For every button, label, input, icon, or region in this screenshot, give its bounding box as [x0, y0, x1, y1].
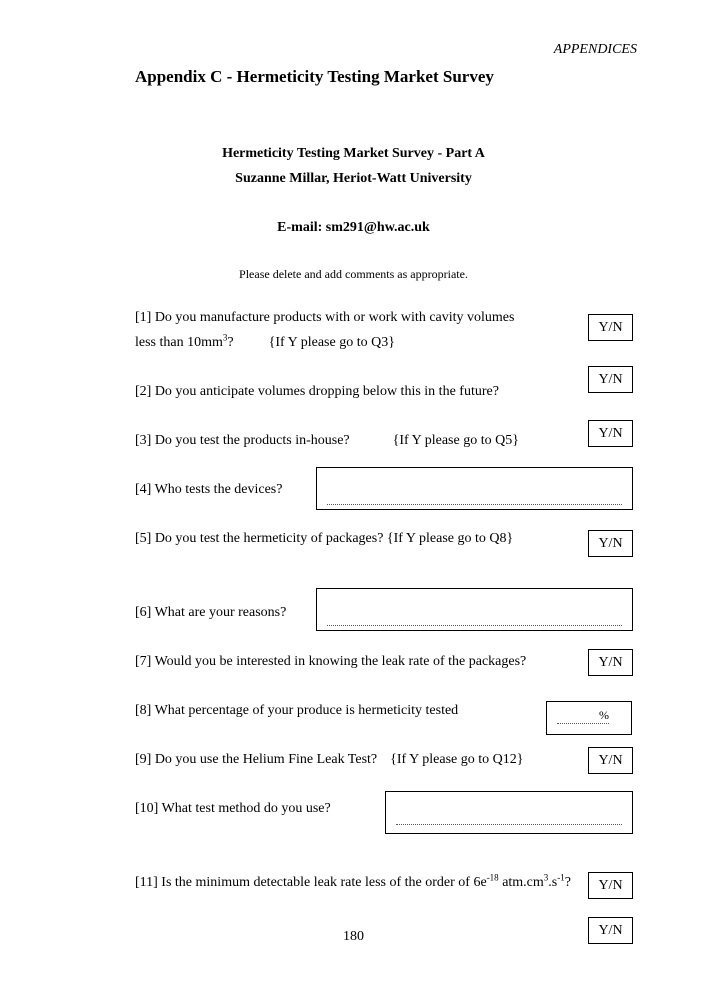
question-7: [7] Would you be interested in knowing the leak rate of the packages? [135, 654, 527, 669]
q6-answer-field[interactable] [316, 588, 633, 631]
question-10: [10] What test method do you use? [135, 801, 331, 816]
question-1-skip: {If Y please go to Q3} [268, 335, 395, 350]
q10-answer-field[interactable] [385, 791, 633, 834]
email-line: E-mail: sm291@hw.ac.uk [277, 220, 430, 235]
question-1-line-2: less than $10mm^3$? {If Y please go to Q3} [135, 332, 395, 350]
q6-answer-line [327, 625, 622, 626]
q8-percentage-field[interactable] [546, 701, 632, 735]
q1-yn-box[interactable]: Y/N [588, 314, 633, 341]
q4-answer-line [327, 504, 622, 505]
q2-yn-box[interactable]: Y/N [588, 366, 633, 393]
question-9-skip: {If Y please go to Q12} [390, 752, 524, 767]
question-11: [11] Is the minimum detectable leak rate less of the order of $6e^{-18}$ $atm.cm^3.s^{-1}$? [135, 872, 571, 890]
instructions: Please delete and add comments as appropriate. [239, 267, 468, 281]
q3-yn-box[interactable]: Y/N [588, 420, 633, 447]
q5-yn-box[interactable]: Y/N [588, 530, 633, 557]
q9-yn-box[interactable]: Y/N [588, 747, 633, 774]
running-header: APPENDICES [553, 42, 637, 57]
question-5: [5] Do you test the hermeticity of packages? {If Y please go to Q8} [135, 531, 514, 546]
question-3: [3] Do you test the products in-house? {If Y please go to Q5} [135, 433, 519, 448]
question-6: [6] What are your reasons? [135, 605, 287, 620]
question-1-line-1: [1] Do you manufacture products with or work with cavity volumes [135, 310, 515, 325]
question-9: [9] Do you use the Helium Fine Leak Test? {If Y please go to Q12} [135, 752, 524, 767]
q10-answer-line [396, 824, 622, 825]
q7-yn-box[interactable]: Y/N [588, 649, 633, 676]
percent-sign: % [599, 708, 609, 722]
q11-yn-box[interactable]: Y/N [588, 872, 633, 899]
q8-answer-line [557, 723, 609, 724]
question-3-skip: {If Y please go to Q5} [392, 433, 519, 448]
question-8: [8] What percentage of your produce is hermeticity tested [135, 703, 459, 718]
appendix-heading: Appendix C - Hermeticity Testing Market Survey [135, 67, 494, 86]
q4-answer-field[interactable] [316, 467, 633, 510]
question-4: [4] Who tests the devices? [135, 482, 283, 497]
survey-title: Hermeticity Testing Market Survey - Part A [222, 146, 485, 161]
page-number: 180 [343, 929, 364, 944]
author-line: Suzanne Millar, Heriot-Watt University [235, 171, 472, 186]
q12-yn-box[interactable]: Y/N [588, 917, 633, 944]
question-2: [2] Do you anticipate volumes dropping below this in the future? [135, 384, 499, 399]
